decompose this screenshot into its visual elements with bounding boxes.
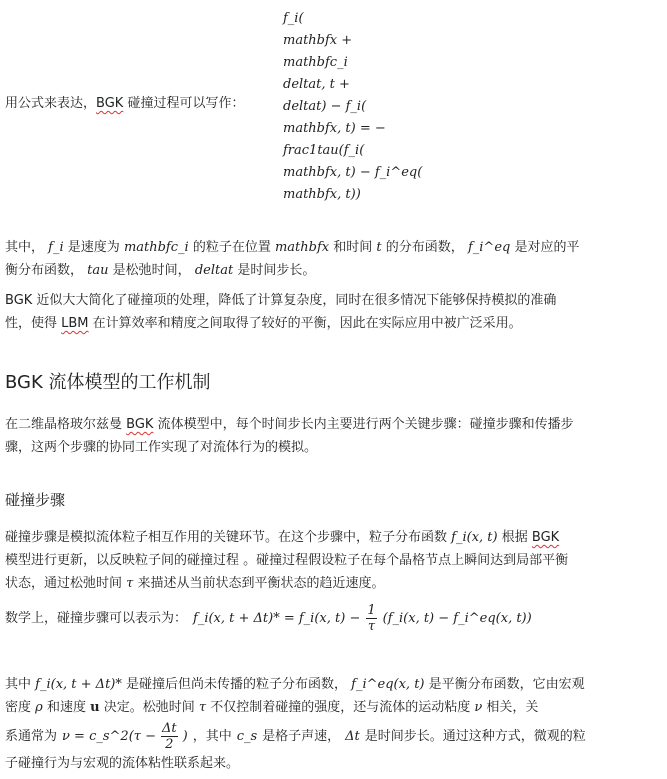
fraction-denominator: 2: [165, 737, 174, 752]
heading-text: 流体模型的工作机制: [42, 372, 211, 393]
formula-line: mathbfx, t)): [283, 187, 361, 202]
math-symbol: u: [90, 700, 100, 715]
fraction-denominator: τ: [367, 619, 376, 634]
text: 系通常为: [5, 728, 58, 744]
heading-bgk: BGK: [5, 372, 43, 393]
text: 是松弛时间，: [112, 263, 191, 278]
text: 是碰撞后但尚未传播的粒子分布函数，: [126, 677, 348, 692]
text: 是对应的平: [514, 240, 580, 255]
intro-bgk: BGK: [96, 96, 124, 111]
text: 的分布函数，: [385, 240, 464, 255]
text: BGK: [5, 293, 33, 308]
para6-line4: 子碰撞行为与宏观的流体粘性联系起来。: [5, 756, 240, 771]
para4-line3: [5, 576, 385, 592]
text: 性，使得: [5, 316, 62, 331]
section-heading: [5, 372, 211, 394]
text: 是格子声速，: [262, 728, 341, 744]
math-symbol: τ: [126, 576, 134, 591]
text: 其中，: [5, 240, 45, 255]
formula-line: f_i(: [283, 11, 304, 26]
math-symbol: tau: [87, 263, 109, 278]
math-symbol: mathbfc_i: [123, 240, 189, 255]
text: 和时间: [333, 240, 373, 255]
para4-line2: 模型进行更新，以反映粒子间的碰撞过程 。碰撞过程假设粒子在每个晶格节点上瞬间达到局部平衡: [5, 553, 569, 568]
math-symbol: τ: [198, 700, 207, 715]
math-symbol: f_i^eq: [467, 240, 511, 255]
formula-line: mathbfx +: [283, 33, 353, 48]
collision-equation-right: (f_i(x, t) − f_i^eq(x, t)): [382, 610, 532, 626]
text: 不仅控制着碰撞的强度，还与流体的运动粘度: [210, 700, 471, 715]
text: 近似大大简化了碰撞项的处理，降低了计算复杂度，同时在很多情况下能够保持模拟的准确: [32, 293, 557, 308]
para5-equation-line: [5, 603, 532, 634]
math-symbol: t: [376, 240, 382, 255]
formula-line: mathbfc_i: [283, 55, 348, 70]
bgk-formula-block: [283, 8, 422, 206]
bgk-term: BGK: [126, 417, 154, 432]
fraction: [161, 721, 178, 752]
math-symbol: deltat: [194, 263, 234, 278]
math-symbol: ν: [474, 700, 483, 715]
para2-line2: [5, 316, 522, 332]
text: 是时间步长。: [237, 263, 316, 278]
text: 在计算效率和精度之间取得了较好的平衡，因此在实际应用中被广泛采用。: [88, 316, 522, 331]
text: 是时间步长。通过这种方式，微观的粒: [364, 728, 586, 744]
text: 的粒子在位置: [192, 240, 271, 255]
text: 碰撞步骤是模拟流体粒子相互作用的关键环节。在这个步骤中，粒子分布函数: [5, 530, 448, 545]
intro-line: [5, 96, 244, 112]
subsection-heading: 碰撞步骤: [5, 491, 66, 509]
math-symbol: ρ: [35, 700, 43, 715]
formula-line: mathbfx, t) = −: [283, 121, 386, 136]
text: 决定。松弛时间: [103, 700, 195, 715]
math-symbol: Δt: [345, 728, 360, 744]
math-symbol: f_i(x, t): [451, 530, 498, 545]
para6-line1: [5, 677, 585, 693]
viscosity-equation-close: ): [182, 728, 188, 744]
math-symbol: c_s: [236, 728, 258, 744]
math-symbol: mathbfx: [274, 240, 330, 255]
viscosity-equation: ν = c_s^2(τ −: [62, 728, 156, 744]
text: 来描述从当前状态到平衡状态的趋近速度。: [137, 576, 385, 591]
math-symbol: f_i(x, t + Δt)*: [35, 677, 122, 692]
bgk-term: BGK: [531, 530, 560, 545]
para4-line1: [5, 530, 559, 546]
para3-line1: [5, 417, 574, 433]
text: 数学上，碰撞步骤可以表示为：: [5, 610, 188, 626]
text: 密度: [5, 700, 32, 715]
text: 和速度: [46, 700, 86, 715]
fraction-numerator: 1: [367, 603, 376, 618]
text: 是平衡分布函数，它由宏观: [428, 677, 585, 692]
lbm-term: LBM: [61, 316, 89, 331]
text: 是速度为: [67, 240, 120, 255]
formula-line: frac1tau(f_i(: [283, 143, 365, 158]
fraction: [366, 603, 376, 634]
text: 根据: [501, 530, 532, 545]
para6-line3: [5, 721, 586, 752]
para2-line1: [5, 293, 556, 309]
text: ，其中: [192, 728, 232, 744]
para1-line2: [5, 263, 315, 279]
collision-equation-left: f_i(x, t + Δt)* = f_i(x, t) −: [193, 610, 361, 626]
fraction-numerator: Δt: [161, 721, 177, 736]
text: 衡分布函数，: [5, 263, 84, 278]
text: 相关，关: [486, 700, 539, 715]
text: 其中: [5, 677, 32, 692]
text: 状态，通过松弛时间: [5, 576, 123, 591]
formula-line: deltat) − f_i(: [283, 99, 367, 114]
text: 在二维晶格玻尔兹曼: [5, 417, 127, 432]
para6-line2: [5, 700, 538, 716]
formula-line: mathbfx, t) − f_i^eq(: [283, 165, 423, 180]
math-symbol: f_i: [48, 240, 64, 255]
para1-line1: [5, 240, 580, 256]
intro-text-2: 碰撞过程可以写作：: [123, 96, 245, 111]
intro-text: 用公式来表达，: [5, 96, 97, 111]
math-symbol: f_i^eq(x, t): [351, 677, 425, 692]
para3-line2: 骤，这两个步骤的协同工作实现了对流体行为的模拟。: [5, 440, 318, 455]
text: 流体模型中，每个时间步长内主要进行两个关键步骤：碰撞步骤和传播步: [153, 417, 574, 432]
formula-line: deltat, t +: [283, 77, 350, 92]
